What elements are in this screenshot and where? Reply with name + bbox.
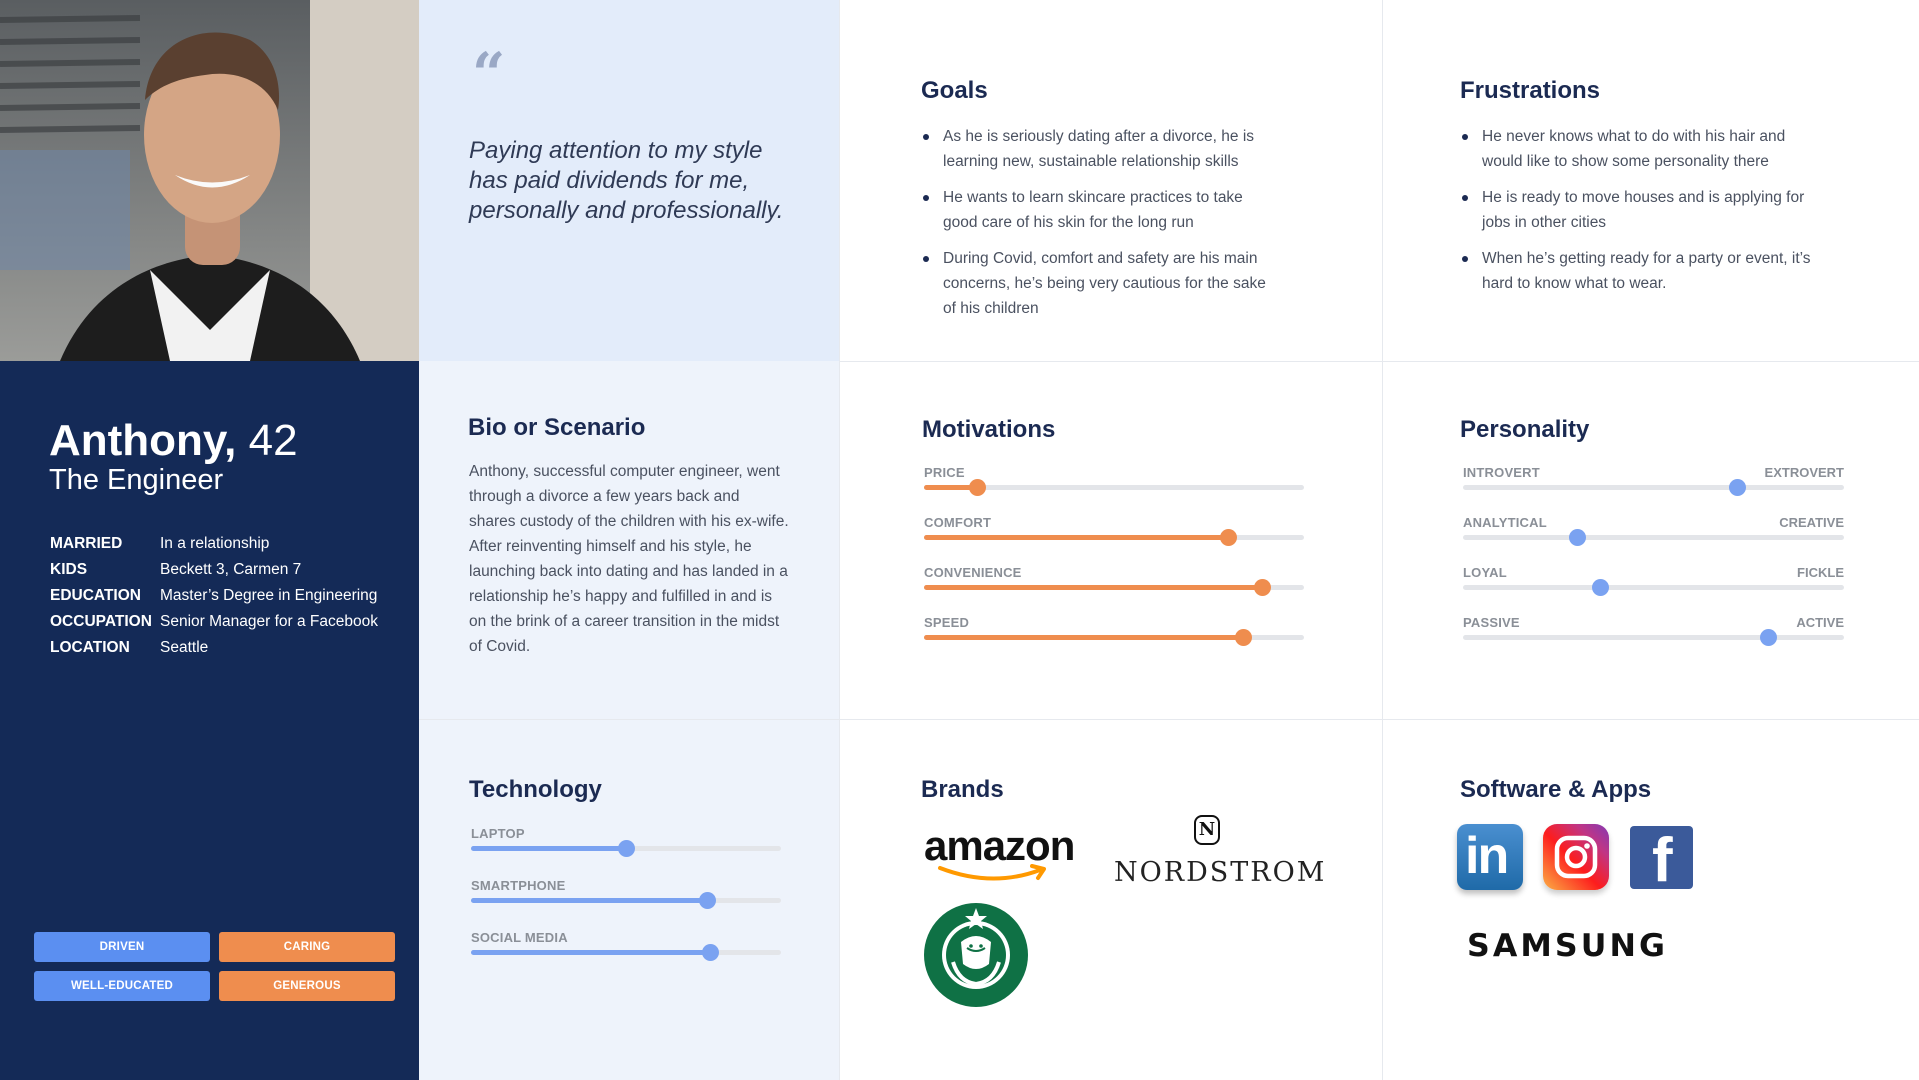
brands-title: Brands (921, 776, 1004, 803)
goal-item: He wants to learn skincare practices to take good care of his skin for the long run (921, 185, 1273, 235)
row-divider (840, 361, 1919, 362)
facebook-icon[interactable] (1630, 826, 1693, 895)
samsung-logo (1467, 928, 1669, 968)
personality-slider-label: ANALYTICAL (1463, 515, 1547, 530)
motivations-slider[interactable] (924, 515, 1304, 549)
personality-slider-handle[interactable] (1760, 629, 1777, 646)
persona-age: 42 (248, 416, 298, 465)
personality-slider-handle[interactable] (1592, 579, 1609, 596)
motivations-slider-fill (924, 635, 1243, 640)
motivations-slider-fill (924, 585, 1262, 590)
personality-slider-track[interactable] (1463, 485, 1844, 490)
fact-value: Senior Manager for a Facebook (160, 613, 378, 630)
personality-slider-track[interactable] (1463, 635, 1844, 640)
software-title: Software & Apps (1460, 776, 1652, 803)
amazon-wordmark: amazon (924, 822, 1075, 869)
nordstrom-n-icon (1194, 815, 1220, 845)
motivations-slider-handle[interactable] (1220, 529, 1237, 546)
frustration-item: He never knows what to do with his hair and would like to show some personality there (1460, 124, 1812, 174)
fact-value: Master’s Degree in Engineering (160, 587, 378, 604)
nordstrom-mark: N (1198, 819, 1216, 840)
bio-text: Anthony, successful computer engineer, went through a divorce a few years back and shares custody of the children with his ex-wife. After reinventing himself and his style, he launching back into dating and has landed in a relationship he’s happy and fulfilled in and is on the brink of a career transition in the midst of Covid. (469, 463, 789, 655)
technology-slider-handle[interactable] (702, 944, 719, 961)
fact-value: In a relationship (160, 535, 270, 552)
personality-slider[interactable] (1463, 465, 1844, 499)
fact-row (50, 609, 378, 635)
amazon-logo (922, 822, 1075, 890)
personality-slider-label: PASSIVE (1463, 615, 1520, 630)
goals-title: Goals (921, 77, 988, 104)
linkedin-icon[interactable] (1457, 824, 1523, 890)
motivations-slider-label: COMFORT (924, 515, 992, 530)
frustration-item: He is ready to move houses and is applying for jobs in other cities (1460, 185, 1812, 235)
personality-slider-label: INTROVERT (1463, 465, 1540, 480)
motivations-slider-label: PRICE (924, 465, 965, 480)
technology-slider-label: LAPTOP (471, 826, 525, 841)
tag-caring: CARING (219, 932, 395, 962)
motivations-slider-handle[interactable] (1254, 579, 1271, 596)
persona-name: Anthony, (49, 416, 237, 465)
personality-slider[interactable] (1463, 515, 1844, 549)
motivations-slider-label: SPEED (924, 615, 970, 630)
quote-mark-icon: “ (472, 40, 506, 108)
personality-slider[interactable] (1463, 565, 1844, 599)
technology-slider-fill (471, 950, 710, 955)
fact-row (50, 635, 378, 661)
motivations-slider-fill (924, 535, 1228, 540)
motivations-slider[interactable] (924, 565, 1304, 599)
technology-slider-label: SOCIAL MEDIA (471, 930, 568, 945)
fact-key: MARRIED (50, 535, 123, 552)
instagram-icon[interactable] (1543, 824, 1609, 890)
personality-slider-right-label: FICKLE (1797, 565, 1844, 580)
instagram-glyph (1543, 824, 1609, 890)
persona-facts (50, 531, 378, 661)
persona-profile-card (0, 361, 419, 1080)
technology-slider-handle[interactable] (699, 892, 716, 909)
personality-slider-label: LOYAL (1463, 565, 1507, 580)
persona-quote: Paying attention to my style has paid dividends for me, personally and professionally. (469, 137, 784, 224)
fact-row (50, 531, 378, 557)
fact-row (50, 557, 378, 583)
motivations-slider[interactable] (924, 615, 1304, 649)
technology-slider[interactable] (471, 826, 781, 860)
facebook-glyph: f (1652, 826, 1673, 895)
motivations-slider[interactable] (924, 465, 1304, 499)
personality-slider-handle[interactable] (1729, 479, 1746, 496)
goal-item: During Covid, comfort and safety are his main concerns, he’s being very cautious for the sake of his children (921, 246, 1273, 321)
technology-slider-fill (471, 898, 707, 903)
persona-role: The Engineer (49, 464, 224, 496)
fact-value: Seattle (160, 639, 209, 656)
fact-value: Beckett 3, Carmen 7 (160, 561, 302, 578)
column-divider (839, 0, 840, 1080)
personality-slider-track[interactable] (1463, 585, 1844, 590)
column-divider (1382, 0, 1383, 1080)
starbucks-icon (923, 902, 1029, 1008)
tag-driven: DRIVEN (34, 932, 210, 962)
frustrations-list (1460, 124, 1812, 307)
tag-generous: GENEROUS (219, 971, 395, 1001)
bio-title: Bio or Scenario (468, 414, 646, 441)
technology-slider[interactable] (471, 930, 781, 964)
tag-well-educated: WELL-EDUCATED (34, 971, 210, 1001)
personality-slider-right-label: EXTROVERT (1764, 465, 1844, 480)
row-divider (419, 719, 1919, 720)
linkedin-glyph: in (1465, 827, 1508, 885)
technology-slider-handle[interactable] (618, 840, 635, 857)
starbucks-logo (923, 902, 1029, 1008)
nordstrom-wordmark: NORDSTROM (1114, 857, 1327, 888)
technology-slider-fill (471, 846, 626, 851)
fact-key: LOCATION (50, 639, 130, 656)
fact-key: KIDS (50, 561, 88, 578)
fact-row (50, 583, 378, 609)
personality-slider-right-label: CREATIVE (1779, 515, 1844, 530)
motivations-slider-label: CONVENIENCE (924, 565, 1022, 580)
personality-slider-track[interactable] (1463, 535, 1844, 540)
technology-title: Technology (469, 776, 602, 803)
goal-item: As he is seriously dating after a divorce, he is learning new, sustainable relationship skills (921, 124, 1273, 174)
motivations-slider-handle[interactable] (969, 479, 986, 496)
personality-slider[interactable] (1463, 615, 1844, 649)
technology-slider[interactable] (471, 878, 781, 912)
personality-slider-right-label: ACTIVE (1796, 615, 1844, 630)
goals-list (921, 124, 1273, 332)
fact-key: EDUCATION (50, 587, 141, 604)
motivations-title: Motivations (922, 416, 1056, 443)
persona-portrait-image (0, 0, 419, 361)
personality-title: Personality (1460, 416, 1590, 443)
fact-key: OCCUPATION (50, 613, 152, 630)
frustration-item: When he’s getting ready for a party or event, it’s hard to know what to wear. (1460, 246, 1812, 296)
nordstrom-logo (1112, 815, 1327, 895)
samsung-wordmark: SAMSUNG (1467, 928, 1669, 964)
persona-name-line (49, 416, 298, 466)
frustrations-title: Frustrations (1460, 77, 1601, 104)
technology-slider-label: SMARTPHONE (471, 878, 566, 893)
personality-slider-handle[interactable] (1569, 529, 1586, 546)
motivations-slider-handle[interactable] (1235, 629, 1252, 646)
persona-photo (0, 0, 419, 361)
amazon-smile-icon (922, 860, 1072, 890)
